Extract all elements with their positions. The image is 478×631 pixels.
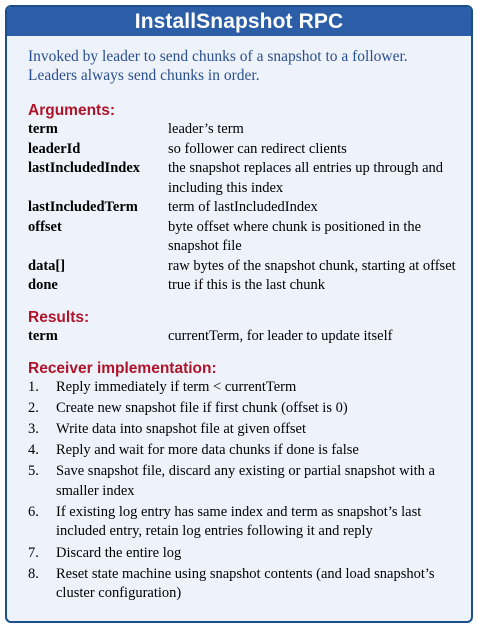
- argument-desc: leader’s term: [168, 121, 244, 137]
- step-number: 4.: [28, 442, 39, 459]
- argument-row: [28, 159, 463, 198]
- card-title: InstallSnapshot RPC: [7, 7, 471, 36]
- argument-row: [28, 198, 463, 218]
- step-text: Write data into snapshot file at given offset: [56, 421, 307, 438]
- step-number: 7.: [28, 544, 39, 561]
- step-text: Reply immediately if term < currentTerm: [56, 379, 297, 395]
- argument-row: [28, 257, 463, 277]
- arguments-table: [28, 120, 463, 296]
- step-number: 6.: [28, 503, 39, 520]
- argument-name: lastIncludedTerm: [28, 199, 138, 215]
- result-desc: currentTerm, for leader to update itself: [168, 327, 393, 344]
- results-table: [28, 327, 463, 347]
- step-number: 2.: [28, 400, 39, 417]
- receiver-steps-list: [28, 378, 461, 604]
- list-item: [28, 420, 461, 440]
- argument-row: [28, 218, 463, 257]
- argument-name: lastIncludedIndex: [28, 160, 141, 176]
- argument-name: term: [28, 121, 58, 137]
- step-text: Save snapshot file, discard any existing or partial snapshot with a smaller index: [56, 463, 435, 499]
- intro-text: Invoked by leader to send chunks of a snapshot to a follower. Leaders always send chunks in order.: [28, 48, 408, 84]
- list-item: [28, 565, 461, 604]
- receiver-heading: Receiver implementation:: [28, 360, 217, 377]
- step-number: 8.: [28, 565, 39, 582]
- step-number: 5.: [28, 463, 39, 480]
- step-text: Reply and wait for more data chunks if done is false: [56, 442, 359, 459]
- result-row: [28, 327, 463, 347]
- argument-name: leaderId: [28, 140, 81, 157]
- step-text: If existing log entry has same index and term as snapshot’s last included entry, retain log entries following it and reply: [56, 503, 422, 540]
- argument-desc: term of lastIncludedIndex: [168, 199, 318, 215]
- argument-row: [28, 120, 463, 140]
- step-text: Reset state machine using snapshot contents (and load snapshot’s cluster configuration): [56, 565, 435, 602]
- step-text: Discard the entire log: [56, 544, 182, 561]
- result-name: term: [28, 327, 58, 344]
- rpc-card: [5, 5, 473, 623]
- argument-name: offset: [28, 218, 62, 235]
- step-number: 1.: [28, 379, 39, 395]
- list-item: [28, 441, 461, 461]
- step-text: Create new snapshot file if first chunk (offset is 0): [56, 400, 348, 417]
- argument-row: [28, 276, 463, 296]
- list-item: [28, 503, 461, 542]
- argument-name: done: [28, 277, 58, 293]
- argument-row: [28, 140, 463, 160]
- argument-desc: the snapshot replaces all entries up through and including this index: [168, 160, 444, 196]
- argument-name: data[]: [28, 257, 66, 274]
- list-item: [28, 544, 461, 564]
- argument-desc: byte offset where chunk is positioned in the snapshot file: [168, 218, 422, 254]
- argument-desc: raw bytes of the snapshot chunk, starting at offset: [168, 257, 456, 274]
- argument-desc: true if this is the last chunk: [168, 277, 326, 293]
- step-number: 3.: [28, 421, 39, 438]
- list-item: [28, 462, 461, 501]
- arguments-heading: Arguments:: [28, 102, 115, 119]
- list-item: [28, 399, 461, 419]
- list-item: [28, 378, 461, 398]
- argument-desc: so follower can redirect clients: [168, 140, 347, 157]
- results-heading: Results:: [28, 308, 90, 326]
